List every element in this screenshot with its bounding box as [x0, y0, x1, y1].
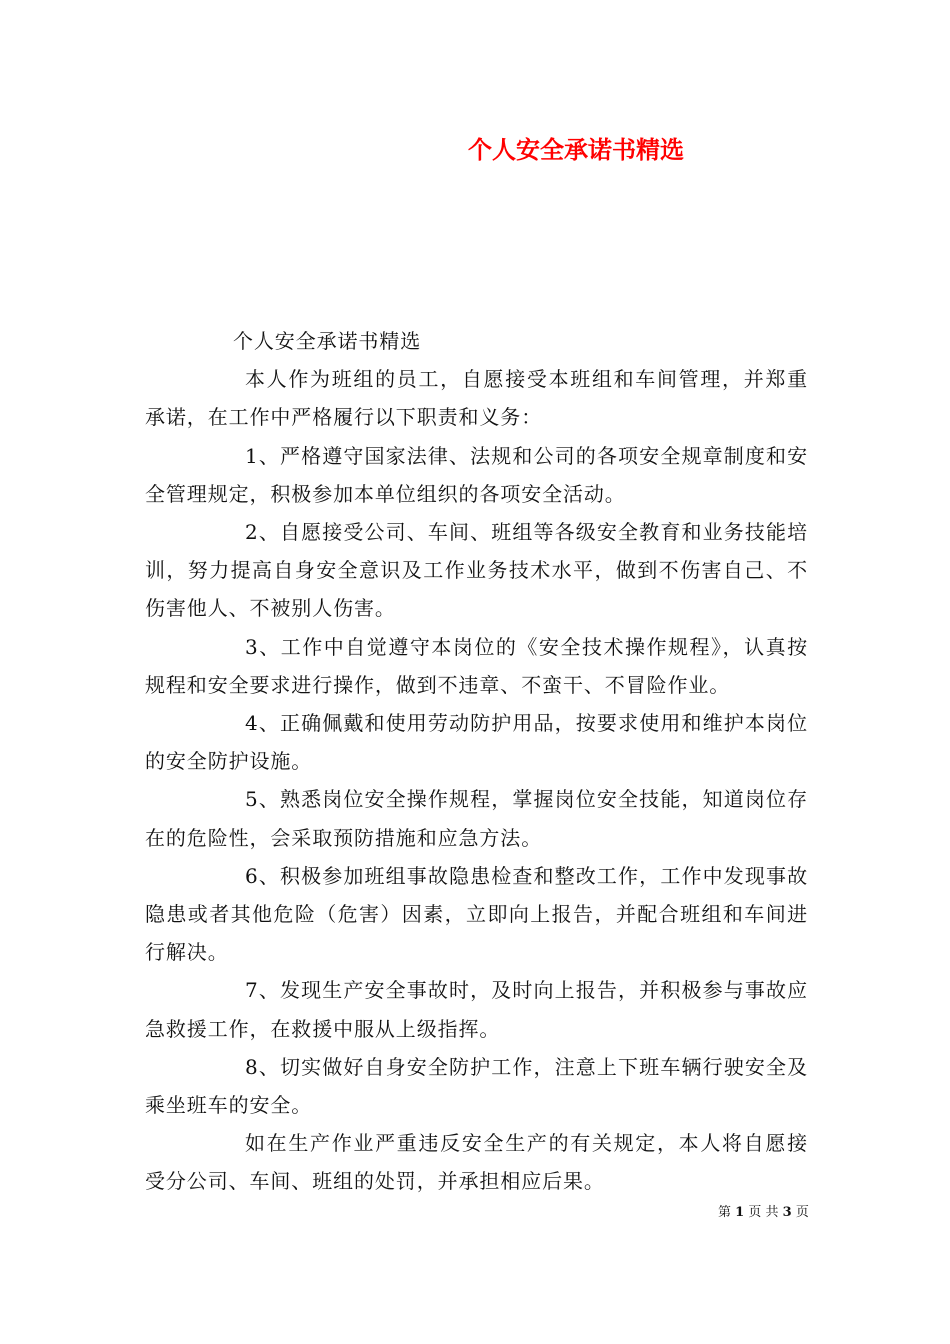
paragraph-item-5: 5、熟悉岗位安全操作规程，掌握岗位安全技能，知道岗位存在的危险性，会采取预防措施和应急方法。 — [145, 787, 808, 850]
footer-middle: 页 共 — [748, 1205, 779, 1220]
paragraph-item-1: 1、严格遵守国家法律、法规和公司的各项安全规章制度和安全管理规定，积极参加本单位组织的各项安全活动。 — [145, 443, 808, 506]
paragraph-item-3: 3、工作中自觉遵守本岗位的《安全技术操作规程》，认真按规程和安全要求进行操作，做到不违章、不蛮干、不冒险作业。 — [145, 634, 808, 697]
document-body — [145, 322, 808, 1201]
paragraph-item-2: 2、自愿接受公司、车间、班组等各级安全教育和业务技能培训，努力提高自身安全意识及工作业务技术水平，做到不伤害自己、不伤害他人、不被别人伤害。 — [145, 520, 808, 621]
footer-prefix: 第 — [718, 1205, 732, 1220]
paragraph-item-4: 4、正确佩戴和使用劳动防护用品，按要求使用和维护本岗位的安全防护设施。 — [145, 711, 808, 774]
paragraph-item-8: 8、切实做好自身安全防护工作，注意上下班车辆行驶安全及乘坐班车的安全。 — [145, 1054, 808, 1118]
page-number-footer — [718, 1203, 809, 1223]
paragraph-item-6: 6、积极参加班组事故隐患检查和整改工作，工作中发现事故隐患或者其他危险（危害）因素，立即向上报告，并配合班组和车间进行解决。 — [145, 863, 808, 965]
document-title: 个人安全承诺书精选 — [468, 135, 684, 164]
footer-suffix: 页 — [795, 1205, 809, 1220]
document-subtitle: 个人安全承诺书精选 — [233, 329, 422, 353]
paragraph-item-7: 7、发现生产安全事故时，及时向上报告，并积极参与事故应急救援工作，在救援中服从上级指挥。 — [145, 978, 808, 1041]
paragraph-intro: 本人作为班组的员工，自愿接受本班组和车间管理，并郑重承诺，在工作中严格履行以下职责和义务： — [145, 367, 808, 430]
footer-current-page: 1 — [735, 1205, 745, 1220]
footer-total-pages: 3 — [782, 1205, 792, 1220]
paragraph-closing: 如在生产作业严重违反安全生产的有关规定，本人将自愿接受分公司、车间、班组的处罚，并承担相应后果。 — [145, 1131, 808, 1194]
